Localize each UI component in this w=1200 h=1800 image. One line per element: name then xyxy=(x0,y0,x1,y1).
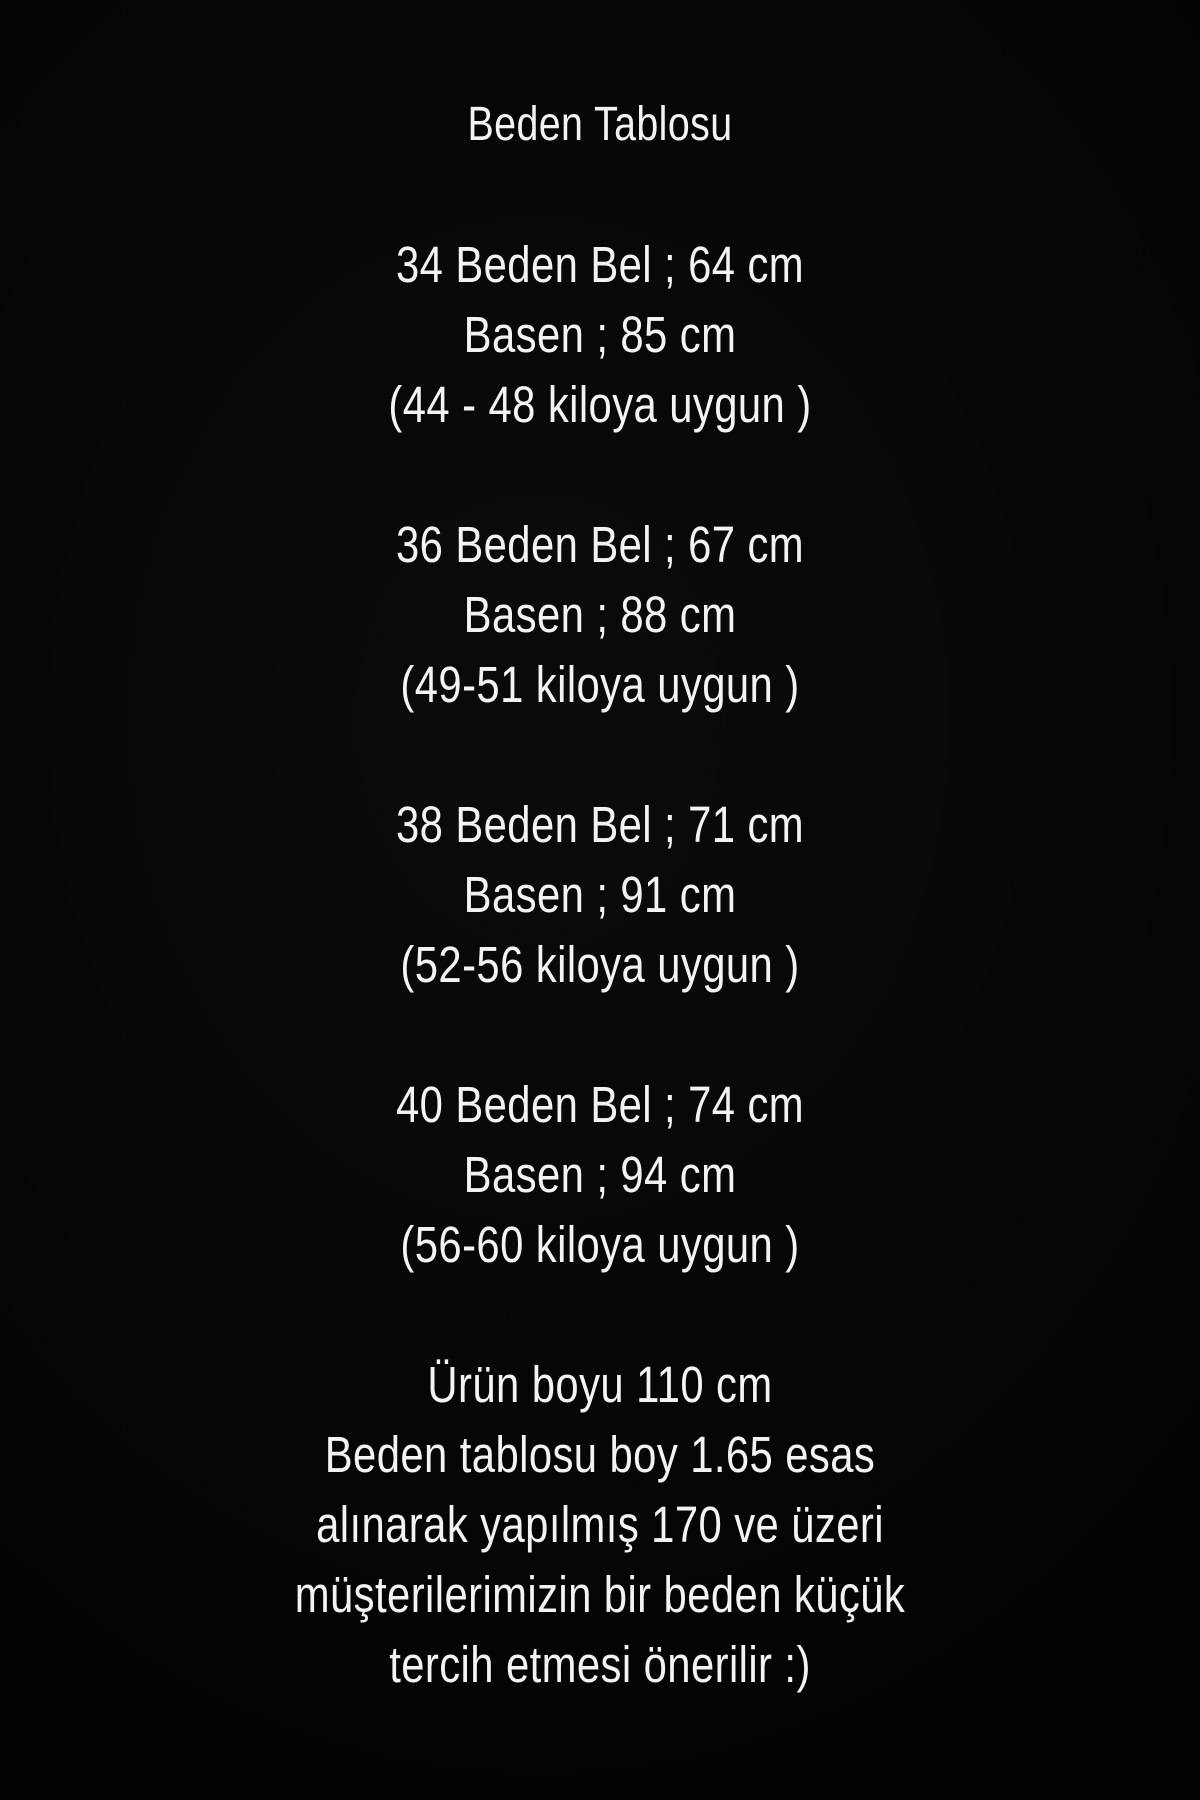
hip-line: Basen ; 91 cm xyxy=(463,866,737,923)
waist-line: 40 Beden Bel ; 74 cm xyxy=(395,1076,805,1133)
size-block-36 xyxy=(108,510,1092,720)
size-chart-content xyxy=(108,0,1092,1700)
note-line: Beden tablosu boy 1.65 esas xyxy=(324,1426,876,1483)
waist-line: 38 Beden Bel ; 71 cm xyxy=(395,796,805,853)
page-title: Beden Tablosu xyxy=(467,98,733,151)
size-block-38 xyxy=(108,790,1092,1000)
weight-range-line: (56-60 kiloya uygun ) xyxy=(400,1216,800,1273)
size-block-40 xyxy=(108,1070,1092,1280)
weight-range-line: (52-56 kiloya uygun ) xyxy=(400,936,800,993)
notes-block xyxy=(108,1350,1092,1700)
note-line: alınarak yapılmış 170 ve üzeri xyxy=(316,1496,884,1553)
note-line: müşterilerimizin bir beden küçük xyxy=(294,1566,906,1623)
waist-line: 36 Beden Bel ; 67 cm xyxy=(395,516,805,573)
note-line: Ürün boyu 110 cm xyxy=(427,1356,773,1413)
hip-line: Basen ; 94 cm xyxy=(463,1146,737,1203)
weight-range-line: (44 - 48 kiloya uygun ) xyxy=(388,376,812,433)
weight-range-line: (49-51 kiloya uygun ) xyxy=(400,656,800,713)
waist-line: 34 Beden Bel ; 64 cm xyxy=(395,236,805,293)
hip-line: Basen ; 88 cm xyxy=(463,586,737,643)
size-block-34 xyxy=(108,230,1092,440)
note-line: tercih etmesi önerilir :) xyxy=(389,1636,811,1693)
hip-line: Basen ; 85 cm xyxy=(463,306,737,363)
